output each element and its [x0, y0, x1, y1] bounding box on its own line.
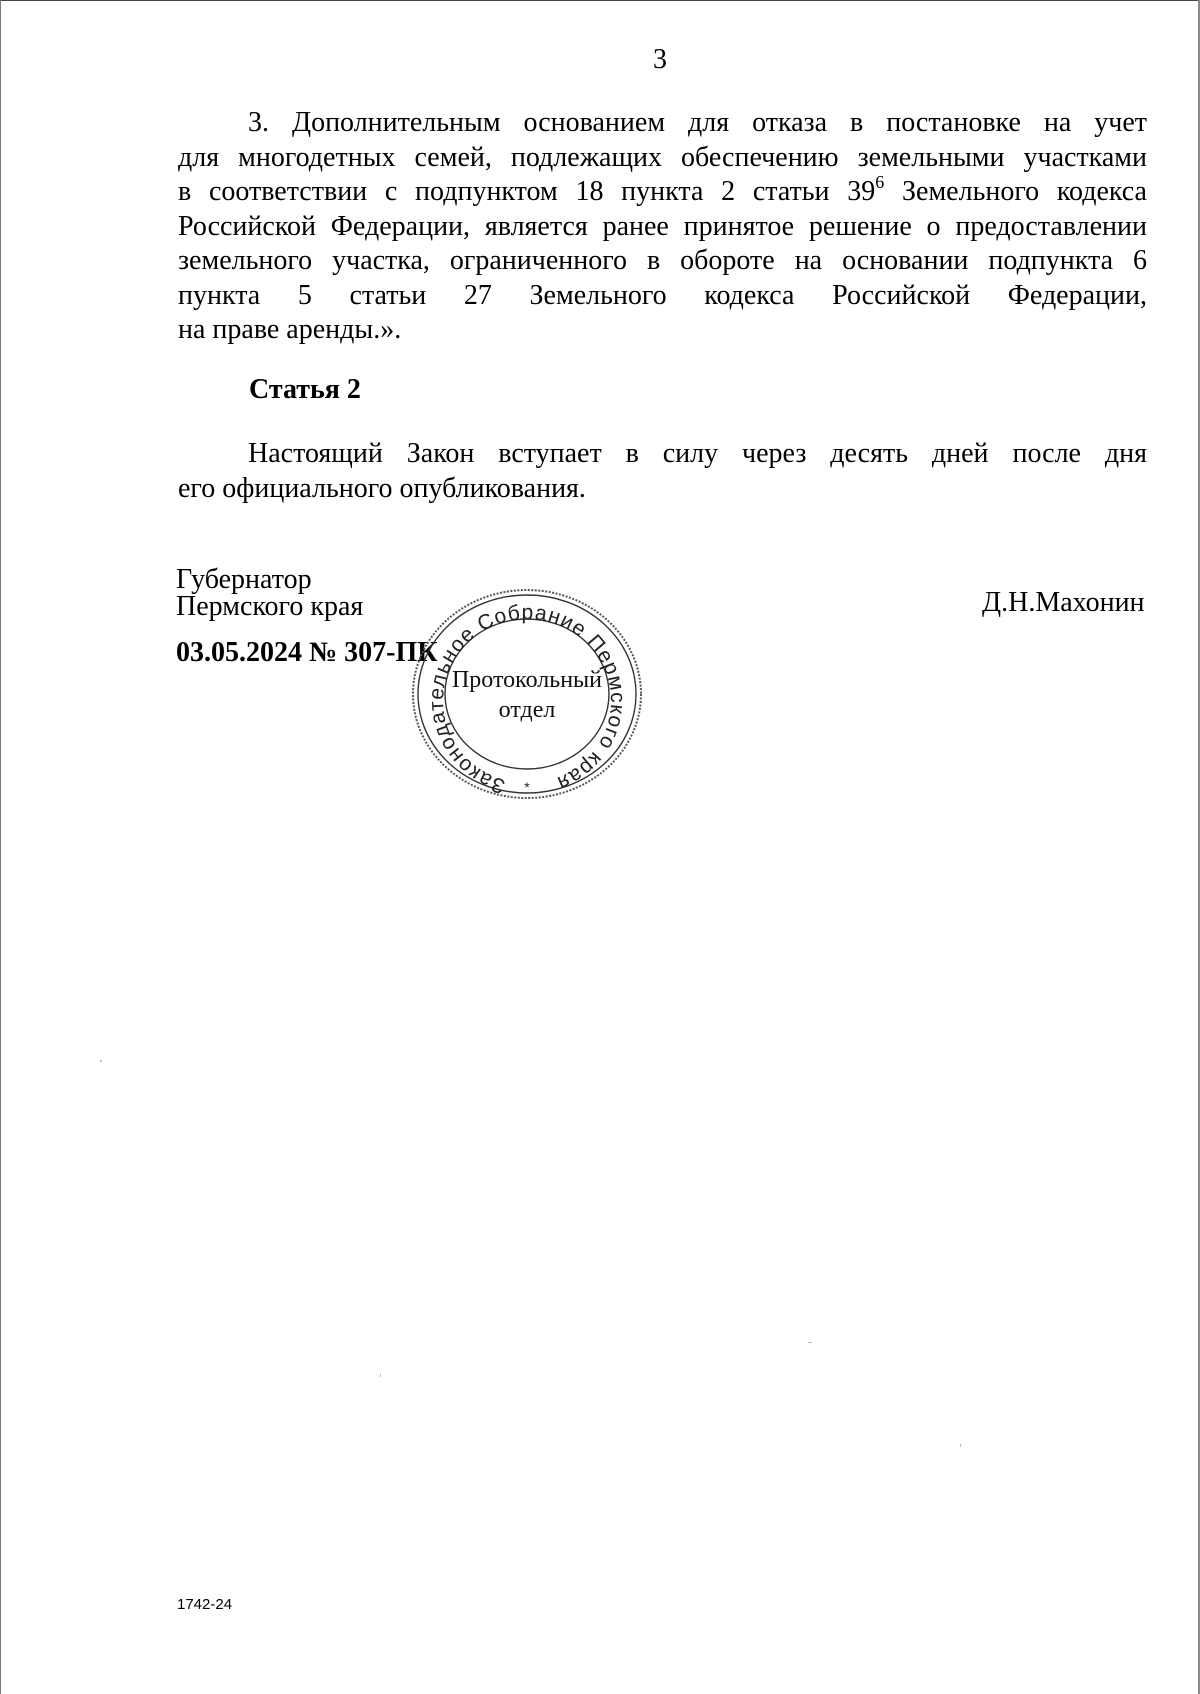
- stamp-center-line-2: отдел: [498, 697, 556, 723]
- paragraph-1: [178, 106, 1147, 348]
- signatory-title-line-2: Пермского края: [176, 591, 364, 622]
- signatory-title: [176, 566, 363, 620]
- paragraph-2-line-1: Настоящий Закон вступает в силу через десять дней после дня: [248, 438, 1147, 469]
- scan-speck: [380, 1374, 381, 1377]
- signatory-name: Д.Н.Махонин: [982, 587, 1145, 618]
- paragraph-2: [178, 437, 1147, 506]
- paragraph-1-line-4: Российской Федерации, является ранее принятое решение о предоставлении: [178, 210, 1147, 242]
- law-number: 03.05.2024 № 307-ПК: [176, 637, 438, 668]
- document-code: 1742-24: [177, 1596, 233, 1613]
- paragraph-2-line-2: его официального опубликования.: [178, 472, 586, 504]
- scan-speck: [100, 1060, 102, 1062]
- official-stamp: [410, 587, 644, 801]
- scan-speck: [808, 1342, 812, 1343]
- scan-speck: [960, 1444, 961, 1447]
- stamp-center-line-1: Протокольный: [451, 667, 603, 693]
- page-number: 3: [653, 44, 667, 75]
- paragraph-1-line-2: для многодетных семей, подлежащих обеспечению земельными участками: [178, 141, 1147, 173]
- paragraph-1-line-1: 3. Дополнительным основанием для отказа в постановке на учет: [248, 107, 1147, 138]
- paragraph-1-line-7: на праве аренды.».: [178, 314, 402, 345]
- paragraph-1-line-6: пункта 5 статьи 27 Земельного кодекса Российской Федерации,: [178, 279, 1147, 311]
- page-border-top: [0, 0, 1200, 1]
- paragraph-1-line-5: земельного участка, ограниченного в обороте на основании подпункта 6: [178, 245, 1147, 276]
- stamp-bottom-mark: *: [524, 779, 530, 795]
- signatory-title-line-1: Губернатор: [176, 564, 312, 595]
- article-heading: Статья 2: [249, 374, 361, 405]
- paragraph-1-line-3: в соответствии с подпунктом 18 пункта 2 статьи $39^6$ Земельного кодекса: [178, 171, 1147, 207]
- superscript-6: 6: [875, 171, 885, 192]
- stamp-ring-text: Законодательное Собрание Пермского края: [424, 600, 630, 798]
- page-border-left: [0, 0, 1, 1694]
